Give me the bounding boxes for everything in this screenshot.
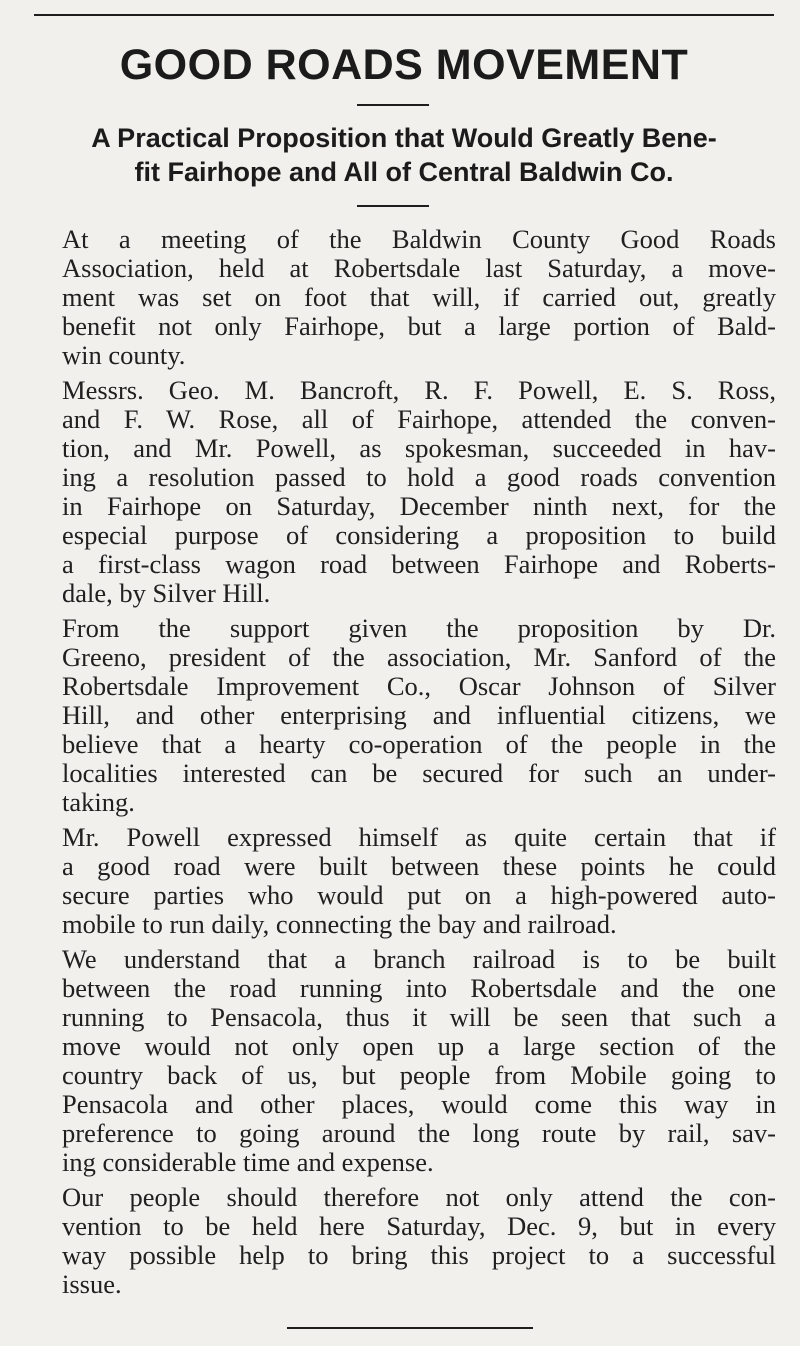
paragraph-line: tion, and Mr. Powell, as spokesman, succeeded in hav-: [62, 433, 776, 463]
paragraph-line: running to Pensacola, thus it will be seen that such a: [62, 1002, 776, 1032]
subheadline: [34, 121, 774, 189]
paragraph-line: Robertsdale Improvement Co., Oscar Johnson of Silver: [62, 671, 776, 701]
paragraph-line: country back of us, but people from Mobile going to: [62, 1060, 776, 1090]
headline: GOOD ROADS MOVEMENT: [119, 41, 689, 89]
article-paragraph: [34, 1183, 776, 1299]
paragraph-line: way possible help to bring this project to a successful: [62, 1240, 776, 1270]
paragraph-line: mobile to run daily, connecting the bay and railroad.: [62, 909, 617, 939]
end-rule: [287, 1327, 533, 1329]
headline-divider: [357, 104, 429, 106]
article-body: [34, 225, 776, 1305]
paragraph-line: From the support given the proposition by Dr.: [62, 613, 776, 643]
article-paragraph: [34, 376, 776, 608]
paragraph-line: Messrs. Geo. M. Bancroft, R. F. Powell, E. S. Ross,: [62, 375, 776, 405]
paragraph-line: Pensacola and other places, would come this way in: [62, 1089, 776, 1119]
paragraph-line: Association, held at Robertsdale last Saturday, a move-: [62, 253, 776, 283]
paragraph-line: vention to be held here Saturday, Dec. 9, but in every: [62, 1211, 776, 1241]
article-paragraph: [34, 945, 776, 1177]
paragraph-line: and F. W. Rose, all of Fairhope, attended the conven-: [62, 404, 776, 434]
paragraph-line: localities interested can be secured for such an under-: [62, 758, 776, 788]
paragraph-line: Greeno, president of the association, Mr. Sanford of the: [62, 642, 776, 672]
paragraph-line: between the road running into Robertsdale and the one: [62, 973, 776, 1003]
paragraph-line: in Fairhope on Saturday, December ninth next, for the: [62, 491, 776, 521]
article-paragraph: [34, 225, 776, 370]
article-paragraph: [34, 823, 776, 939]
paragraph-line: dale, by Silver Hill.: [62, 578, 271, 608]
paragraph-line: believe that a hearty co-operation of the people in the: [62, 729, 776, 759]
paragraph-line: preference to going around the long route by rail, sav-: [62, 1118, 776, 1148]
paragraph-line: Hill, and other enterprising and influential citizens, we: [62, 700, 776, 730]
article-paragraph: [34, 614, 776, 817]
paragraph-line: especial purpose of considering a proposition to build: [62, 520, 776, 550]
paragraph-line: move would not only open up a large section of the: [62, 1031, 776, 1061]
subheadline-line-1: A Practical Proposition that Would Greatly Bene-: [91, 123, 717, 153]
paragraph-line: benefit not only Fairhope, but a large portion of Bald-: [62, 311, 776, 341]
paragraph-line: We understand that a branch railroad is to be built: [62, 944, 776, 974]
paragraph-line: Our people should therefore not only attend the con-: [62, 1182, 776, 1212]
paragraph-line: At a meeting of the Baldwin County Good Roads: [62, 224, 776, 254]
paragraph-line: ing a resolution passed to hold a good roads convention: [62, 462, 776, 492]
paragraph-line: ing considerable time and expense.: [62, 1147, 434, 1177]
subheadline-line-2: fit Fairhope and All of Central Baldwin Co.: [134, 157, 674, 187]
paragraph-line: Mr. Powell expressed himself as quite certain that if: [62, 822, 776, 852]
paragraph-line: taking.: [62, 787, 135, 817]
paragraph-line: win county.: [62, 340, 186, 370]
paragraph-line: ment was set on foot that will, if carried out, greatly: [62, 282, 776, 312]
paragraph-line: a good road were built between these points he could: [62, 851, 776, 881]
subheadline-divider: [357, 205, 429, 207]
top-rule: [34, 14, 774, 16]
paragraph-line: secure parties who would put on a high-powered auto-: [62, 880, 776, 910]
paragraph-line: a first-class wagon road between Fairhope and Roberts-: [62, 549, 776, 579]
paragraph-line: issue.: [62, 1269, 122, 1299]
